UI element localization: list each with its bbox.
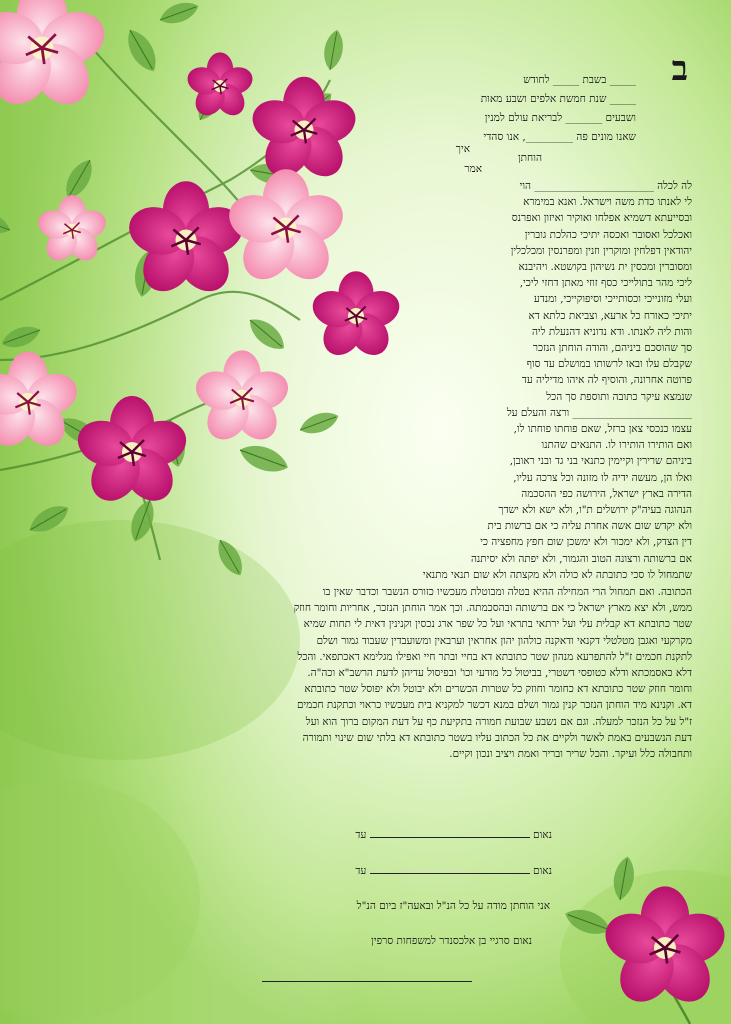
text-line: שקבלם עלו ובאו לרשותו במושלם עד סוף [526, 358, 692, 371]
signature-line-1 [355, 828, 552, 842]
text-line: הנהוגה בעיה"ק ירושלים ת"ו, ולא ישא ולא ישדך [498, 504, 692, 517]
text-line: וחומר חוזק שטר כתובתא דא כחומר וחוזק כל שטרות הכשרים ולא יבוטל ולא יפוסל שטר כתובתא [304, 683, 692, 696]
text-line: ליכי מהר בתולייכי כסף זוזי מאתן דחזי ליכי, [519, 277, 692, 290]
header-line: _____ שנת חמשת אלפים ושבע מאות [480, 93, 636, 105]
header-line: איך [455, 143, 470, 155]
text-line: ואלו הן, מעשה ידיה לו מזונה וכל צרכה עליו, [513, 471, 692, 484]
text-line: ממש, ולא יצא מארץ ישראל כי אם ברשותה ובהסכמתה. וכך אמר הוחתן הנזכר, אחריות וחומר חוזק [293, 602, 692, 615]
text-line: הכתובה. ואם תמחול הרי המחילה ההיא בטלה ומבוטלת מעכשיו כזורס הנשבר וכדבר שאין בו [322, 586, 692, 598]
text-line: עצמו כנכסי צאן ברזל, שאם פוחתו פוחתו לו, [513, 423, 692, 436]
text-line: לתקנת חכמים ז"ל להתפרעא מנהון שטר כתובתא דא בחיי ובתר חיי ואפילו מגלימא דאכתפאי. והכל [297, 650, 692, 663]
text-line: ואם הותירו הותירו לו. התנאים שהתנו [541, 439, 692, 452]
header-line: שאנו מונים פה _________, אנו סהדי [483, 131, 636, 143]
signature-blank [370, 864, 530, 874]
text-line: דעת הנשבעים באמת לאשר ולקיים את כל הכתוב עליו בשטר כתובתא דא בלתי שום שינוי ותמורה [302, 731, 692, 744]
witness-label: עד [355, 829, 367, 841]
text-line: ועלי מזונייכי וכסותייכי וסיפוקייכי, ומנדע [533, 293, 692, 306]
text-line: לי לאנתו כדת משה וישראל. ואנא במימרא [523, 196, 692, 209]
signature-line-2 [355, 864, 552, 878]
text-line: ז"ל על כל הנזכר למעלה. וגם אם נשבע שבועת חמורה בתקיעת כף על דעת המקום ברוך הוא ועל [305, 715, 692, 728]
text-line: ותחבולה כלל ועיקר. והכל שריר ובריר ואמת ויציב ונכון וקיים. [449, 748, 692, 761]
text-line: מקרקעי ואגבן מטלטלי דקנאי ודאקנה כולהון יהון אחראין וערבאין ומשועבדין שעבוד גמור ושלם [316, 634, 692, 647]
text-line: דין הצדק, ולא ימכור ולא ימשכן שום חפץ מחפציה כי [480, 536, 692, 549]
text-line: _______________________ ורצה והעלם על [506, 406, 692, 419]
header-line: אמר [464, 163, 482, 175]
officiant-line: נאום סרגיי בן אלכסנדר למשפחות סרפין [371, 935, 532, 947]
text-line: שתמחול לו סכי כתובתה לא כולה ולא מקצתה ולא שום תנאי מתנאי [422, 568, 692, 581]
text-line: אם ברשותה ורצונה הטוב והגמור, ולא יפתה ולא יסיתנה [470, 552, 692, 565]
ketubah-document [262, 49, 692, 1012]
header-line: הוחתן [517, 152, 542, 164]
header-line: _____ בשבת _____ לחודש [523, 74, 636, 86]
ketubah-text-narrow [386, 178, 692, 583]
text-line: דא. וקנינא מיד הוחתן הנזכר קנין גמור ושלם במנא דכשר למקניא בית מעכשיו כראוי וכתקנת חכמים [296, 699, 692, 712]
bet-letter: ב [671, 49, 688, 89]
name-label: נאום [533, 829, 552, 841]
text-line: ואכלכל ואסובר ואכסה יתיכי כהלכת גוברין [524, 228, 692, 241]
witness-label: עד [355, 865, 367, 877]
officiant-signature-blank [262, 972, 472, 986]
name-label: נאום [533, 865, 552, 877]
text-line: שטר כתובתא דא קבלית עלי ועל ירתאי בתראי ועל כל שפר ארג נכסין וקנינין דאית לי תחות שמיא [303, 618, 692, 631]
header-line: ושבעים _______ לבריאת עולם למנין [484, 112, 636, 124]
text-line: יתיכי כאורח כל ארעא, וצביאת כלתא דא [528, 309, 692, 322]
text-line: שנמצא עיקר כתובה ותוספת סך הכל [546, 390, 692, 403]
text-line: לה לכלה _______________________ הוי [519, 180, 692, 192]
signature-blank [262, 972, 472, 982]
groom-statement: אני הוחתן מודה על כל הנ"ל ובאעה"ז ביום הנ"ל [356, 900, 550, 912]
text-line: סך שהוסכם ביניהם, והודה הוחתן הנזכר [532, 342, 692, 355]
text-line: הדירה בארץ ישראל, הירושה כפי ההסכמה [521, 487, 692, 500]
text-line: פרוטה אחרונה, והוסיף לה איהו מדיליה עד [521, 374, 692, 387]
signature-blank [370, 828, 530, 838]
text-line: דלא כאסמכתא ודלא כטופסי דשטרי, בביטול כל מודעי וכו' ובפיסול עדיהן לדעת הרשב"א וכה"ה. [307, 667, 692, 680]
text-line: ביניהם שרירין וקיימין כתנאי בני גד ובני ראובן, [509, 455, 692, 468]
text-line: ולא יקדש שום אשה אחרת עליה כי אם ברשות בית [487, 520, 692, 533]
text-line: יהודאין דפלחין ומוקרין וזנין ומפרנסין ומכלכלין [510, 244, 692, 257]
text-line: ומסוברין ומכסין ית נשיהון בקושטא. ויהיבנא [518, 261, 692, 274]
ketubah-text-wide [262, 584, 692, 762]
text-line: ובסייעתא דשמיא אפלחו ואוקיר ואיזון ואפרנס [511, 212, 692, 225]
text-line: והות ליה לאנתו. ודא נדוניא דהנעלת ליה [531, 325, 692, 338]
